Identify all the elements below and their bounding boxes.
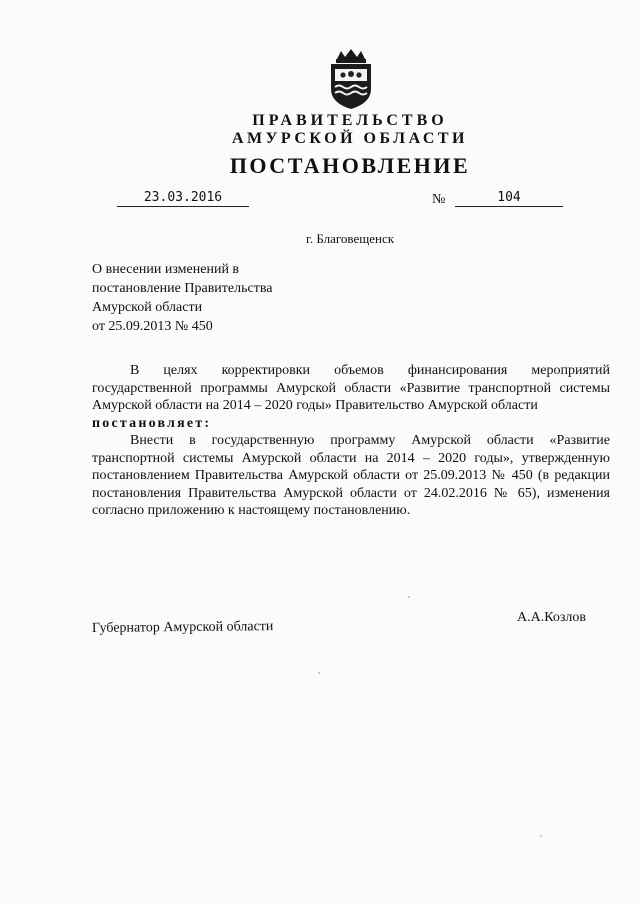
city-name: г. Благовещенск — [305, 231, 395, 246]
decree-word: постановляет: — [92, 415, 212, 431]
government-heading: ПРАВИТЕЛЬСТВО — [252, 112, 448, 129]
document-subject — [92, 260, 272, 336]
scan-speck — [318, 672, 320, 674]
document-date: 23.03.2016 — [117, 190, 249, 207]
signer-title: Губернатор Амурской области — [91, 619, 274, 636]
region-heading: АМУРСКОЙ ОБЛАСТИ — [232, 130, 468, 147]
document-number: 104 — [455, 190, 563, 207]
decision-paragraph: Внести в государственную программу Амурской области «Развитие транспортной системы Амурской области на 2014 – 2020 годы», утвержденную постановлением Правительства Амурской области от 25.09.2013 № 450 (в редакции постановления Правительства Амурской области от 24.02.2016 № 65), изменения согласно приложению к настоящему постановлению. — [92, 433, 610, 518]
document-type-heading: ПОСТАНОВЛЕНИЕ — [229, 153, 471, 178]
subject-line: от 25.09.2013 № 450 — [92, 319, 213, 334]
subject-line: Амурской области — [92, 300, 203, 315]
scan-speck — [540, 835, 542, 837]
scan-speck — [408, 596, 410, 598]
coat-of-arms-emblem — [323, 47, 379, 111]
subject-line: постановление Правительства — [92, 281, 273, 296]
signer-name: А.А.Козлов — [517, 610, 586, 625]
preamble-paragraph: В целях корректировки объемов финансирования мероприятий государственной программы Амурской области «Развитие транспортной системы Амурской области на 2014 – 2020 годы» Правительство Амурской области — [92, 363, 610, 413]
number-sign: № — [432, 192, 446, 207]
subject-line: О внесении изменений в — [92, 262, 240, 277]
document-body — [92, 362, 610, 520]
